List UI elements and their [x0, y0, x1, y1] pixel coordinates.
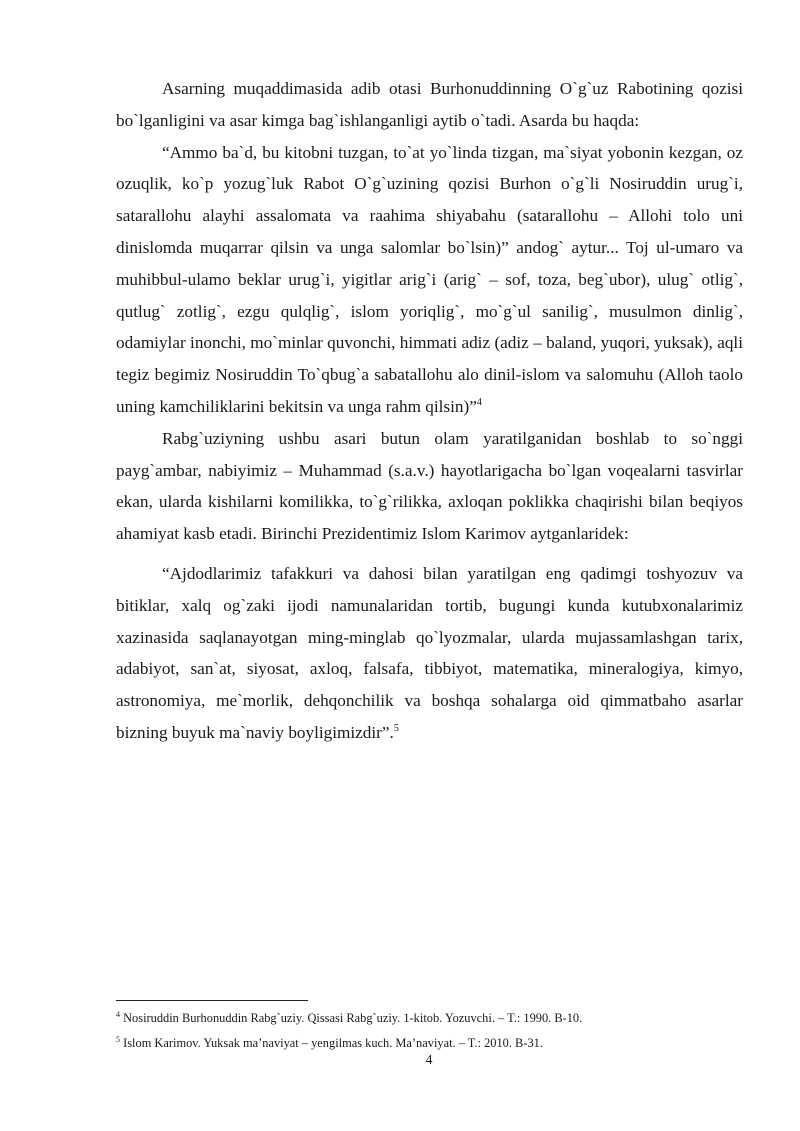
footnote-5-number: 5: [116, 1035, 120, 1044]
paragraph-2-quote: [116, 137, 743, 423]
footnote-4: [116, 1010, 743, 1027]
footnote-4-text: Nosiruddin Burhonuddin Rabg`uziy. Qissasi Rabg`uziy. 1-kitob. Yozuvchi. – T.: 1990. B-10.: [123, 1011, 583, 1025]
footnote-ref-4[interactable]: 4: [476, 396, 482, 408]
footnote-ref-5[interactable]: 5: [393, 722, 399, 734]
body-text: [116, 73, 743, 749]
footnote-5: [116, 1035, 743, 1052]
paragraph-3: [116, 423, 743, 550]
footnote-4-number: 4: [116, 1010, 120, 1019]
footnote-divider: [116, 1000, 308, 1001]
paragraph-4-text: “Ajdodlarimiz tafakkuri va dahosi bilan yaratilgan eng qadimgi toshyozuv va bitiklar, xalq og`zaki ijodi namunalaridan tortib, bugungi kunda kutubxonalarimiz xazinasida saqlanayotgan ming-minglab qo`lyozmalar, ularda mujassamlashgan tarix, adabiyot, san`at, siyosat, axloq, falsafa, tibbiyot, matematika, mineralogiya, kimyo, astronomiya, me`morlik, dehqonchilik va boshqa sohalarga oid qimmatbaho asarlar bizning buyuk ma`naviy boyligimizdir”.: [116, 563, 743, 742]
paragraph-1-text: Asarning muqaddimasida adib otasi Burhonuddinning O`g`uz Rabotining qozisi bo`lganligini va asar kimga bag`ishlanganligi aytib o`tadi. Asarda bu haqda:: [116, 79, 743, 130]
paragraph-2-text: “Ammo ba`d, bu kitobni tuzgan, to`at yo`linda tizgan, ma`siyat yobonin kezgan, oz ozuqlik, ko`p yozug`luk Rabot O`g`uzining qozisi Burhon o`g`li Nosiruddin urug`i, satarallohu alayhi assalomata va raahima shiyabahu (satarallohu – Allohi tolo uni dinislomda muqarrar qilsin va unga salomlar bo`lsin)” andog` aytur... Toj ul-umaro va muhibbul-ulamo beklar urug`i, yigitlar arig`i (arig` – sof, toza, beg`ubor), ulug` otlig`, qutlug` zotlig`, ezgu qulqlig`, islom yoriqlig`, mo`g`ul sanilig`, musulmon dinlig`, odamiylar inonchi, mo`minlar quvonchi, himmati adiz (adiz – baland, yuqori, yuksak), aqli tegiz begimiz Nosiruddin To`qbug`a sabatallohu alo dinil-islom va salomuhu (Alloh taolo uning kamchiliklarini bekitsin va unga rahm qilsin)”: [116, 142, 743, 416]
page-number: 4: [425, 1053, 433, 1068]
paragraph-4-quote: [116, 558, 743, 749]
paragraph-1: [116, 73, 743, 137]
paragraph-3-text: Rabg`uziyning ushbu asari butun olam yaratilganidan boshlab to so`nggi payg`ambar, nabiyimiz – Muhammad (s.a.v.) hayotlarigacha bo`lgan voqealarni tasvirlar ekan, ularda kishilarni komilikka, to`g`rilikka, axloqan poklikka chaqirishi bilan beqiyos ahamiyat kasb etadi. Birinchi Prezidentimiz Islom Karimov aytganlaridek:: [116, 428, 743, 544]
footnote-5-text: Islom Karimov. Yuksak ma’naviyat – yengilmas kuch. Ma’naviyat. – T.: 2010. B-31.: [123, 1036, 543, 1050]
